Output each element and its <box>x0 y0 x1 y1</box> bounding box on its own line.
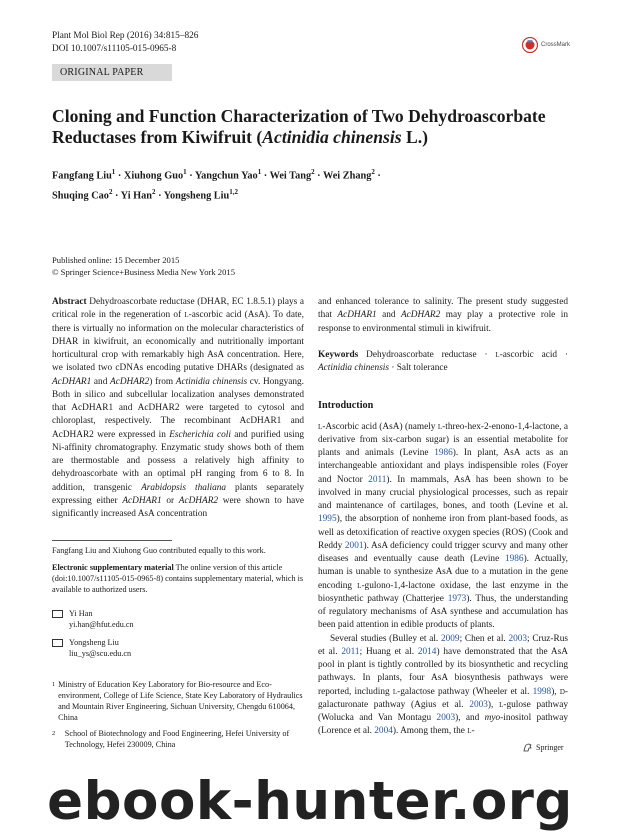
text-run: -Ascorbic acid (AsA) (namely <box>322 421 438 432</box>
affiliation-number: 2 <box>52 730 56 737</box>
author-name[interactable]: Fangfang Liu <box>52 170 112 182</box>
text-run: ; Chen et al. <box>459 633 509 644</box>
italic-term: AcDHAR1 <box>337 310 377 321</box>
article-type-badge: ORIGINAL PAPER <box>52 64 172 81</box>
citation-link[interactable]: 2003 <box>436 713 456 723</box>
italic-term: AcDHAR2 <box>110 376 150 387</box>
contact-email[interactable]: yi.han@hfut.edu.cn <box>69 620 134 629</box>
affiliation-number: 1 <box>52 681 56 688</box>
text-run: and enhanced tolerance to salinity. The present study suggested that <box>318 297 568 321</box>
crossmark-icon <box>522 37 538 53</box>
text-run: may play a protective role in response to environmental stimuli in kiwifruit. <box>318 310 568 334</box>
text-run: ), and <box>455 713 485 723</box>
publisher-name: Springer <box>536 743 564 752</box>
article-title <box>52 106 572 148</box>
text-run: ) from <box>149 376 176 387</box>
citation-link[interactable]: 2003 <box>469 699 488 710</box>
contact-email[interactable]: liu_ys@scu.edu.cn <box>69 649 132 658</box>
author-affiliation-mark: 2 <box>108 188 113 197</box>
springer-horse-icon <box>522 742 533 753</box>
citation-link[interactable]: 2001 <box>344 540 364 551</box>
text-run: ). Among them, the <box>392 726 468 737</box>
text-run: -gulose pathway (Wolucka and Van Montagu <box>318 699 568 723</box>
italic-term: AcDHAR1 <box>52 376 92 387</box>
copyright: © Springer Science+Business Media New York 2015 <box>52 267 235 277</box>
author-name[interactable]: Xiuhong Guo <box>123 170 184 182</box>
text-run: Dehydroascorbate reductase (DHAR, EC 1.8.5.1) plays a critical role in the regeneration of <box>52 297 304 321</box>
text-run: ), the absorption of nonheme iron from plant-based foods, as well as detoxification of reactive oxygen species (ROS) (Cook and Reddy <box>318 514 568 551</box>
title-species: Actinidia chinensis <box>262 127 402 147</box>
corresponding-authors <box>52 608 134 666</box>
author-affiliation-mark: 2 <box>311 168 315 176</box>
text-run: -ascorbic acid (AsA). To date, there is virtually no information on the molecular characteristics of DHAR in kiwifruit, an economically and nutritionally important horticultural crop with remarkably high AsA concentration. Here, we isolated two cDNAs encoding putative DHARs (designated as <box>52 310 304 374</box>
contact-entry <box>52 608 134 630</box>
citation-link[interactable]: 2011 <box>341 646 360 657</box>
affiliation-2 <box>52 728 304 750</box>
small-caps-prefix: l <box>184 310 189 321</box>
small-caps-prefix: l <box>357 580 362 591</box>
text-run: and purified using Ni-affinity chromatography. Enzymatic study shows both of them are thermostable and possess a relatively high affinity to dehydroascorbate with an optimal pH ranging from 6 to 8. In addition, transgenic <box>52 429 304 493</box>
citation-link[interactable]: 2004 <box>374 726 393 737</box>
text-run: ), <box>487 699 500 710</box>
citation-link[interactable]: 2003 <box>508 633 528 644</box>
title-main: Cloning and Function Characterization of Two Dehydroascorbate Reductases from Kiwifruit ( <box>52 106 546 147</box>
italic-term: AcDHAR2 <box>178 495 219 506</box>
text-run: ). Actually, human is unable to synthesize AsA due to a mutation in the gene encoding <box>318 554 568 591</box>
affiliation-text: Ministry of Education Key Laboratory for Bio-resource and Eco-environment, College of Life Science, State Key Laboratory of Hydraulics and Mountain River Engineering, Sichuan University, Chengdu 610064, China <box>58 680 303 722</box>
watermark: ebook-hunter.org <box>47 771 573 832</box>
text-run: · Salt tolerance <box>389 363 448 373</box>
author-name[interactable]: Shuqing Cao <box>52 190 109 202</box>
text-run: -galacturonate pathway (Agius et al. <box>318 686 568 710</box>
text-run: and <box>376 310 401 321</box>
footnote-divider <box>52 540 172 541</box>
contact-name: Yi Han <box>69 609 93 618</box>
italic-term: Arabidopsis thaliana <box>141 482 227 493</box>
author-name[interactable]: Yi Han <box>120 190 153 202</box>
author-name[interactable]: Wei Zhang <box>323 170 372 182</box>
text-run: Dehydroascorbate reductase · <box>358 349 496 360</box>
text-run: -ascorbic acid · <box>499 349 568 360</box>
text-run: - <box>471 726 475 737</box>
author-name[interactable]: Yongsheng Liu <box>163 190 230 202</box>
right-column <box>318 296 568 739</box>
abstract-text-left <box>52 297 304 519</box>
author-affiliation-mark: 2 <box>371 168 375 176</box>
abstract-continued <box>318 296 568 336</box>
citation-link[interactable]: 1995 <box>318 514 337 525</box>
text-run: -threo-hex-2-enono-1,4-lactone, a derivative from six-carbon sugar) is an essential metabolite for plants and animals (Levine <box>318 421 568 458</box>
esm-label: Electronic supplementary material <box>52 563 174 572</box>
italic-term: Actinidia chinensis <box>318 363 390 373</box>
italic-term: AcDHAR1 <box>122 495 162 506</box>
text-run: ). Thus, the understanding of regulatory mechanisms of AsA synthese and accumulation has been paid attention in edible products of plants. <box>318 593 568 631</box>
crossmark-badge[interactable] <box>522 37 570 53</box>
abstract-label: Abstract <box>52 297 87 307</box>
small-caps-prefix: l <box>495 349 500 360</box>
text-run: -inositol pathway (Lorence et al. <box>318 713 568 737</box>
citation-link[interactable]: 2009 <box>440 633 460 644</box>
title-end: L.) <box>401 127 428 147</box>
author-affiliation-mark: 1,2 <box>229 188 239 197</box>
affiliation-text: School of Biotechnology and Food Engineering, Hefei University of Technology, Hefei 230009, China <box>64 729 290 749</box>
keywords-paragraph <box>318 349 568 376</box>
abstract-paragraph <box>52 296 304 521</box>
citation-link[interactable]: 1986 <box>434 448 453 458</box>
text-run: Several studies (Bulley et al. <box>330 633 441 644</box>
citation-link[interactable]: 1986 <box>504 554 524 564</box>
citation-link[interactable]: 2011 <box>368 474 387 485</box>
small-caps-prefix: l <box>392 686 398 697</box>
italic-term: Actinidia chinensis <box>175 376 248 387</box>
text-run: ) have demonstrated that the AsA pool in plant is tightly controlled by its biosynthetic and recycling pathways. In plants, four AsA biosynthesis pathways were reported, including <box>318 646 568 697</box>
citation-link[interactable]: 2014 <box>417 646 437 657</box>
text-run: were shown to have significantly increased AsA concentration <box>52 495 304 519</box>
envelope-icon <box>52 610 63 618</box>
affiliation-1 <box>52 679 304 723</box>
small-caps-prefix: l <box>467 726 472 737</box>
equal-contribution-note: Fangfang Liu and Xiuhong Guo contributed equally to this work. <box>52 546 266 555</box>
italic-term: AcDHAR2 <box>401 310 441 321</box>
author-affiliation-mark: 2 <box>152 188 156 197</box>
small-caps-prefix: d <box>559 686 565 697</box>
author-name[interactable]: Wei Tang <box>269 170 312 182</box>
text-run: ). AsA deficiency could trigger scurvy and many other diseases and eventually cause death (Levine <box>318 540 568 564</box>
text-run: ). In mammals, AsA has been shown to be involved in many crucial physiological processes, such as repair and maintenance of cartilages, bones, and tooth (Levine et al. <box>318 474 568 511</box>
keywords-label: Keywords <box>318 349 359 360</box>
published-online: Published online: 15 December 2015 <box>52 255 180 265</box>
esm-text: The online version of this article (doi:10.1007/s11105-015-0965-8) contains supplementary material, which is available to authorized users. <box>52 563 304 594</box>
publication-info <box>52 254 235 278</box>
intro-paragraph-2 <box>318 633 568 739</box>
author-name[interactable]: Yangchun Yao <box>194 170 258 182</box>
doi-line[interactable]: DOI 10.1007/s11105-015-0965-8 <box>52 44 177 54</box>
text-run: cv. Hongyang. Both in silico and subcellular localization analyses demonstrated that AcDHAR1 and AcDHAR2 were targeted to cytosol and chloroplast, respectively. The recombinant AcDHAR1 and AcDHAR2 were expressed in <box>52 376 305 440</box>
intro-paragraph-1 <box>318 421 568 633</box>
citation-link[interactable]: 1973 <box>447 593 467 604</box>
left-column <box>52 296 304 521</box>
text-run: -gulono-1,4-lactone oxidase, the last enzyme in the biosynthetic pathway (Chatterjee <box>318 580 569 604</box>
author-affiliation-mark: 1 <box>183 168 187 176</box>
journal-citation <box>52 30 198 56</box>
text-run: and <box>91 376 111 387</box>
italic-term: Escherichia coli <box>169 429 231 440</box>
text-run: ). In plant, AsA acts as an interchangeable antioxidant and plays indispensible roles (Foyer and Noctor <box>318 448 568 485</box>
contact-entry <box>52 637 134 659</box>
citation-link[interactable]: 1998 <box>532 686 552 697</box>
journal-line-1: Plant Mol Biol Rep (2016) 34:815–826 <box>52 31 199 41</box>
small-caps-prefix: l <box>437 421 443 432</box>
text-run: ; Cruz-Rus et al. <box>318 633 568 657</box>
crossmark-label: CrossMark <box>541 42 571 48</box>
small-caps-prefix: l <box>499 699 504 710</box>
introduction-heading: Introduction <box>318 400 374 412</box>
esm-note <box>52 562 304 595</box>
text-run: ), <box>551 686 560 697</box>
small-caps-prefix: l <box>318 421 323 432</box>
text-run: plants separately expressing either <box>52 482 304 506</box>
text-run: ; Huang et al. <box>359 646 418 657</box>
author-list: Fangfang Liu$^1$ · Xiuhong Guo$^1$ · Yangchun Yao$^1$ · Wei Tang$^2$ · Wei Zhang$^2$ · Shuqing Cao$^2$ · Yi Han$^2$ · Yongsheng Liu$^{1,2}$ <box>52 168 381 202</box>
author-affiliation-mark: 1 <box>257 168 262 176</box>
contact-name: Yongsheng Liu <box>69 638 119 647</box>
envelope-icon <box>52 639 63 647</box>
author-affiliation-mark: 1 <box>111 168 116 176</box>
text-run: -galactose pathway (Wheeler et al. <box>397 686 533 697</box>
italic-term: myo <box>484 713 501 723</box>
text-run: or <box>161 495 179 506</box>
publisher-logo <box>522 742 564 753</box>
